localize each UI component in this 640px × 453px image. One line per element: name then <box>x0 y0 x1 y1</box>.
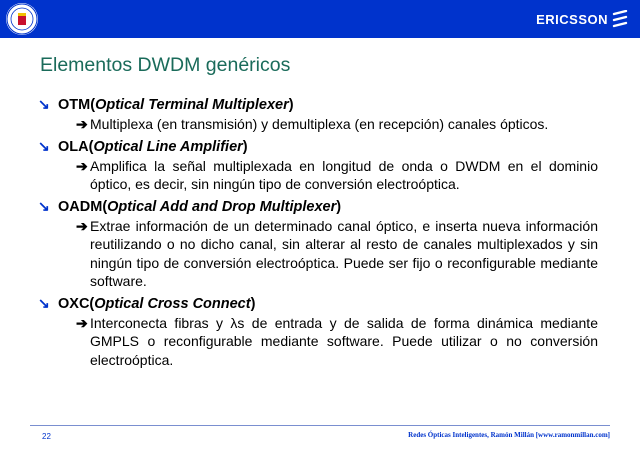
university-seal-logo <box>6 3 38 35</box>
ericsson-logo <box>536 9 628 29</box>
item-description: ➔ Extrae información de un determinado canal óptico, e inserta nueva información reutilizando o no dicho canal, sin alterar al resto de canales multiplexados y sin ningún tipo de conversión electroóptica. Puede ser fijo o reconfigurable mediante software. <box>76 217 598 289</box>
item-acronym: OADM <box>58 198 103 215</box>
list-item <box>38 95 598 134</box>
header-band <box>0 0 640 38</box>
item-full-name: Optical Line Amplifier <box>93 138 243 155</box>
list-item <box>38 294 598 370</box>
item-full-name: Optical Add and Drop Multiplexer <box>107 198 337 215</box>
sub-bullet-arrow-icon: ➔ <box>76 157 88 174</box>
sub-bullet-arrow-icon: ➔ <box>76 314 88 331</box>
bullet-arrow-icon: ↘ <box>38 197 50 214</box>
item-heading: ↘ OTM ( Optical Terminal Multiplexer ) <box>38 96 294 113</box>
slide-body <box>38 95 598 372</box>
item-acronym: OXC <box>58 295 90 312</box>
page-number: 22 <box>42 432 51 441</box>
item-acronym: OTM <box>58 97 91 113</box>
item-acronym: OLA <box>58 138 89 155</box>
item-description: ➔ Interconecta fibras y λs de entrada y de salida de forma dinámica mediante GMPLS o reconfigurable mediante software. Puede utilizar o no conversión electroóptica. <box>76 314 598 368</box>
item-heading: ↘ OADM ( Optical Add and Drop Multiplexer ) <box>38 197 342 215</box>
footer <box>30 425 610 441</box>
list-item <box>38 137 598 194</box>
slide-title: Elementos DWDM genéricos <box>40 54 291 76</box>
item-heading: ↘ OXC ( Optical Cross Connect ) <box>38 294 256 312</box>
sub-bullet-arrow-icon: ➔ <box>76 116 88 132</box>
footer-credit: Redes Ópticas Inteligentes, Ramón Millán [www.ramonmillan.com] <box>408 431 610 439</box>
item-heading: ↘ OLA ( Optical Line Amplifier ) <box>38 137 248 155</box>
item-full-name: Optical Terminal Multiplexer <box>95 97 289 113</box>
bullet-arrow-icon: ↘ <box>38 96 50 112</box>
ericsson-mark-icon <box>612 10 628 28</box>
sub-bullet-arrow-icon: ➔ <box>76 217 88 234</box>
ericsson-wordmark: ERICSSON <box>536 11 608 27</box>
bullet-arrow-icon: ↘ <box>38 137 50 154</box>
list-item <box>38 197 598 291</box>
bullet-arrow-icon: ↘ <box>38 294 50 311</box>
item-description: ➔ Amplifica la señal multiplexada en longitud de onda o DWDM en el dominio óptico, es decir, sin ningún tipo de conversión electroóptica. <box>76 157 598 192</box>
item-description: ➔ Multiplexa (en transmisión) y demultiplexa (en recepción) canales ópticos. <box>76 116 549 132</box>
item-full-name: Optical Cross Connect <box>94 295 251 312</box>
